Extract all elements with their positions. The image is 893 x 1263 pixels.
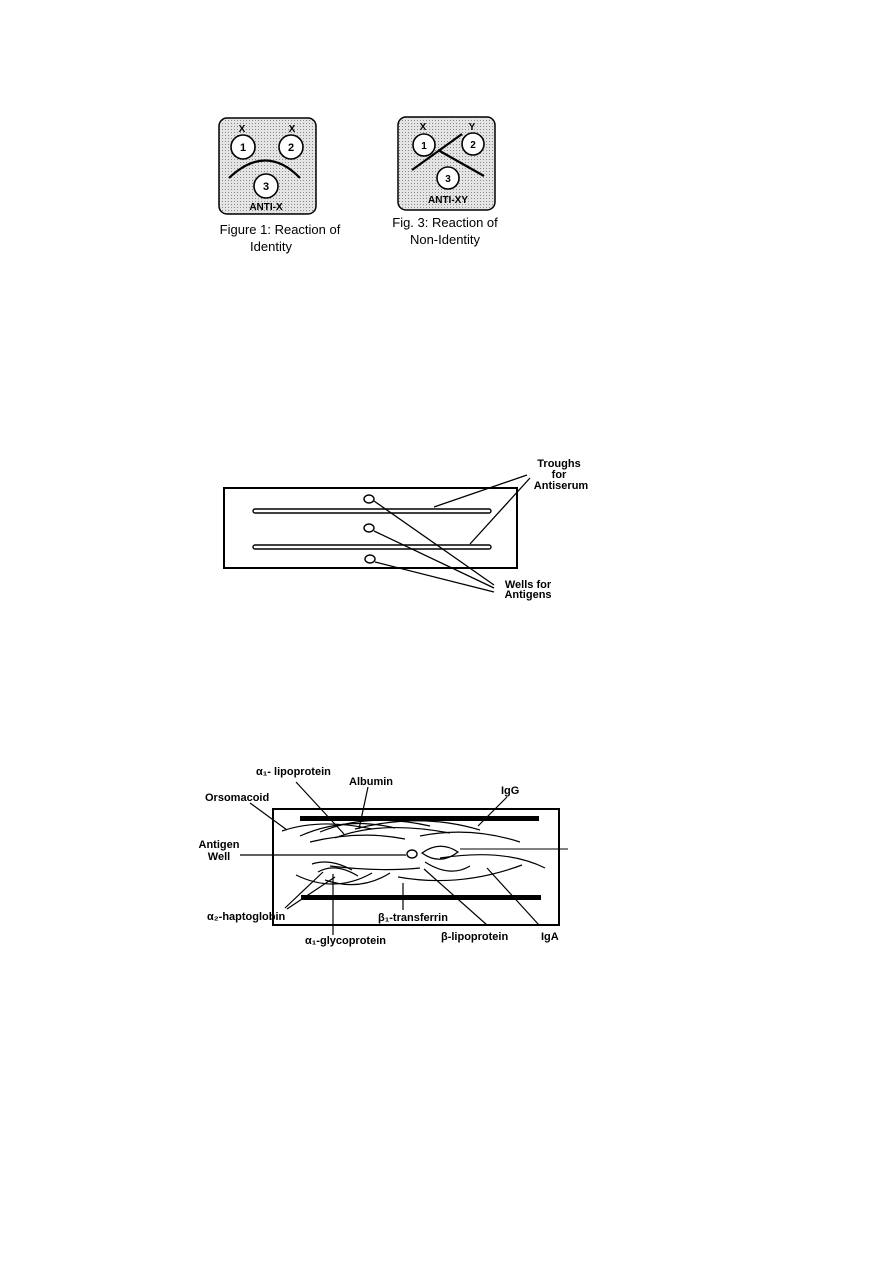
fig1-well-3-number: 3 bbox=[262, 181, 270, 193]
iga-lens-arc bbox=[422, 846, 458, 859]
fig1-well-1-number: 1 bbox=[239, 142, 247, 154]
wells-label-line1: Wells for bbox=[504, 579, 552, 591]
troughs-label-line2: for bbox=[551, 469, 567, 481]
igg-label: IgG bbox=[501, 785, 520, 797]
wells-leader-2 bbox=[374, 531, 494, 588]
iep-trough-lower bbox=[301, 895, 541, 900]
fig1-caption-line2: Identity bbox=[250, 239, 292, 254]
alpha2-haptoglobin-leader-1 bbox=[285, 872, 323, 908]
troughs-label-line1: Troughs bbox=[537, 458, 581, 470]
iep-antigen-well bbox=[407, 850, 417, 858]
igg-leader bbox=[478, 797, 507, 826]
antigen-well-label-line2: Well bbox=[207, 851, 231, 863]
beta1-transferrin-label: β₁-transferrin bbox=[378, 912, 448, 924]
immunoelectrophoresis-diagram bbox=[199, 766, 568, 947]
trough-upper bbox=[253, 509, 491, 513]
alpha1-lipoprotein-label: α₁- lipoprotein bbox=[256, 766, 331, 778]
antigen-well-2 bbox=[364, 524, 374, 532]
figure-3-non-identity bbox=[392, 117, 498, 247]
albumin-label: Albumin bbox=[349, 776, 393, 788]
orsomacoid-leader bbox=[250, 803, 287, 830]
fig3-caption-line1: Fig. 3: Reaction of bbox=[392, 215, 498, 230]
fig1-well-2-antigen: X bbox=[288, 124, 296, 135]
antigen-well-1 bbox=[364, 495, 374, 503]
alpha2-haptoglobin-leader-2 bbox=[287, 877, 335, 909]
fig1-plate bbox=[219, 118, 316, 214]
troughs-label-line3: Antiserum bbox=[533, 480, 589, 492]
fig1-well-2-number: 2 bbox=[287, 142, 295, 154]
antigen-well-label-line1: Antigen bbox=[198, 839, 240, 851]
wells-label-line2: Antigens bbox=[504, 589, 552, 601]
antigen-well-3 bbox=[365, 555, 375, 563]
orsomacoid-label: Orsomacoid bbox=[205, 792, 270, 804]
fig1-caption-line1: Figure 1: Reaction of bbox=[219, 222, 341, 237]
beta-lipoprotein-label: β-lipoprotein bbox=[441, 931, 509, 943]
fig3-well-3-number: 3 bbox=[445, 174, 451, 185]
fig3-well-1-antigen: X bbox=[419, 122, 427, 133]
fig3-well-2-number: 2 bbox=[470, 140, 476, 151]
electrophoresis-plate bbox=[224, 458, 588, 601]
fig3-well-2-antigen: Y bbox=[468, 122, 476, 133]
fig3-antiserum: ANTI-XY bbox=[428, 195, 468, 206]
wells-leader-3 bbox=[375, 562, 494, 592]
alpha1-glycoprotein-label: α₁-glycoprotein bbox=[305, 935, 386, 947]
upper-precipitin-arcs bbox=[282, 820, 520, 842]
figure-1-identity bbox=[219, 118, 341, 254]
fig1-antiserum: ANTI-X bbox=[249, 202, 283, 213]
trough-lower bbox=[253, 545, 491, 549]
troughs-leader-upper bbox=[434, 475, 527, 507]
fig1-well-1-antigen: X bbox=[238, 124, 246, 135]
iga-label: IgA bbox=[541, 931, 559, 943]
alpha2-haptoglobin-label: α₂-haptoglobin bbox=[207, 911, 286, 923]
fig3-well-1-number: 1 bbox=[421, 141, 427, 152]
fig3-caption-line2: Non-Identity bbox=[409, 232, 481, 247]
